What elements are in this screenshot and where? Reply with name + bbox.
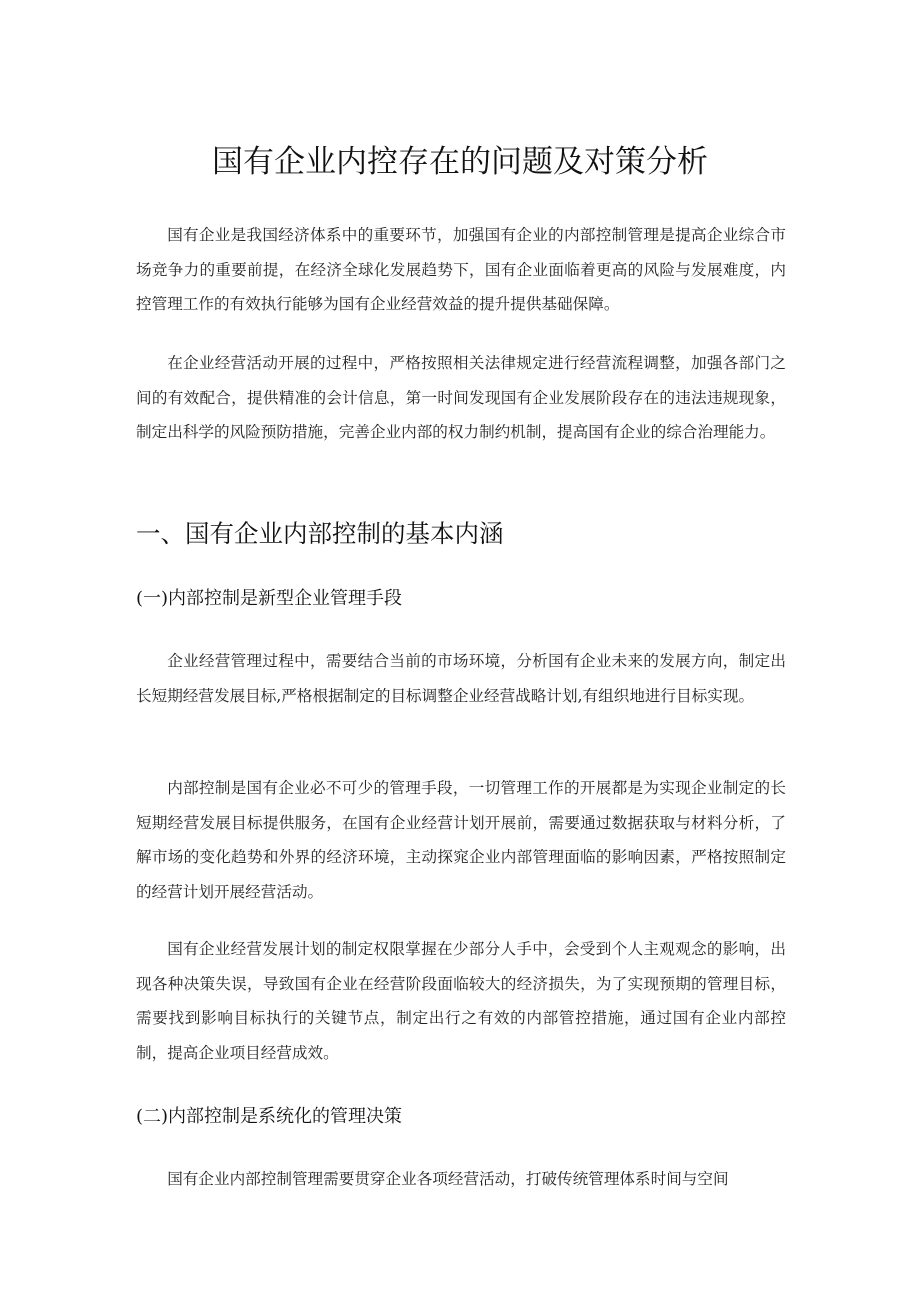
section-heading-1: 一、国有企业内部控制的基本内涵 — [136, 519, 504, 548]
subsection-heading-1-2: (二)内部控制是系统化的管理决策 — [136, 1106, 403, 1127]
paragraph-1-1-a: 企业经营管理过程中，需要结合当前的市场环境，分析国有企业未来的发展方向，制定出长短期经营发展目标,严格根据制定的目标调整企业经营战略计划,有组织地进行目标实现。 — [136, 652, 786, 705]
document-title: 国有企业内控存在的问题及对策分析 — [212, 144, 708, 180]
subsection-heading-1-1: (一)内部控制是新型企业管理手段 — [136, 588, 403, 609]
paragraph-1-2-a: 国有企业内部控制管理需要贯穿企业各项经营活动，打破传统管理体系时间与空间 — [167, 1170, 729, 1188]
paragraph-1-1-b: 内部控制是国有企业必不可少的管理手段，一切管理工作的开展都是为实现企业制定的长短期经营发展目标提供服务，在国有企业经营计划开展前，需要通过数据获取与材料分析，了解市场的变化趋势和外界的经济环境，主动探窕企业内部管理面临的影响因素，严格按照制定的经营计划开展经营活动。 — [136, 779, 786, 901]
paragraph-intro: 国有企业是我国经济体系中的重要环节，加强国有企业的内部控制管理是提高企业综合市场竞争力的重要前提，在经济全球化发展趋势下，国有企业面临着更高的风险与发展难度，内控管理工作的有效执行能够为国有企业经营效益的提升提供基础保障。 — [136, 226, 786, 313]
paragraph-intro-2: 在企业经营活动开展的过程中，严格按照相关法律规定进行经营流程调整，加强各部门之间的有效配合，提供精准的会计信息，第一时间发现国有企业发展阶段存在的违法违规现象，制定出科学的风险预防措施，完善企业内部的权力制约机制，提高国有企业的综合治理能力。 — [136, 354, 786, 441]
paragraph-1-1-c: 国有企业经营发展计划的制定权限掌握在少部分人手中，会受到个人主观观念的影响，出现各种决策失误，导致国有企业在经营阶段面临较大的经济损失，为了实现预期的管理目标，需要找到影响目标执行的关键节点，制定出行之有效的内部管控措施，通过国有企业内部控制，提高企业项目经营成效。 — [136, 940, 786, 1062]
